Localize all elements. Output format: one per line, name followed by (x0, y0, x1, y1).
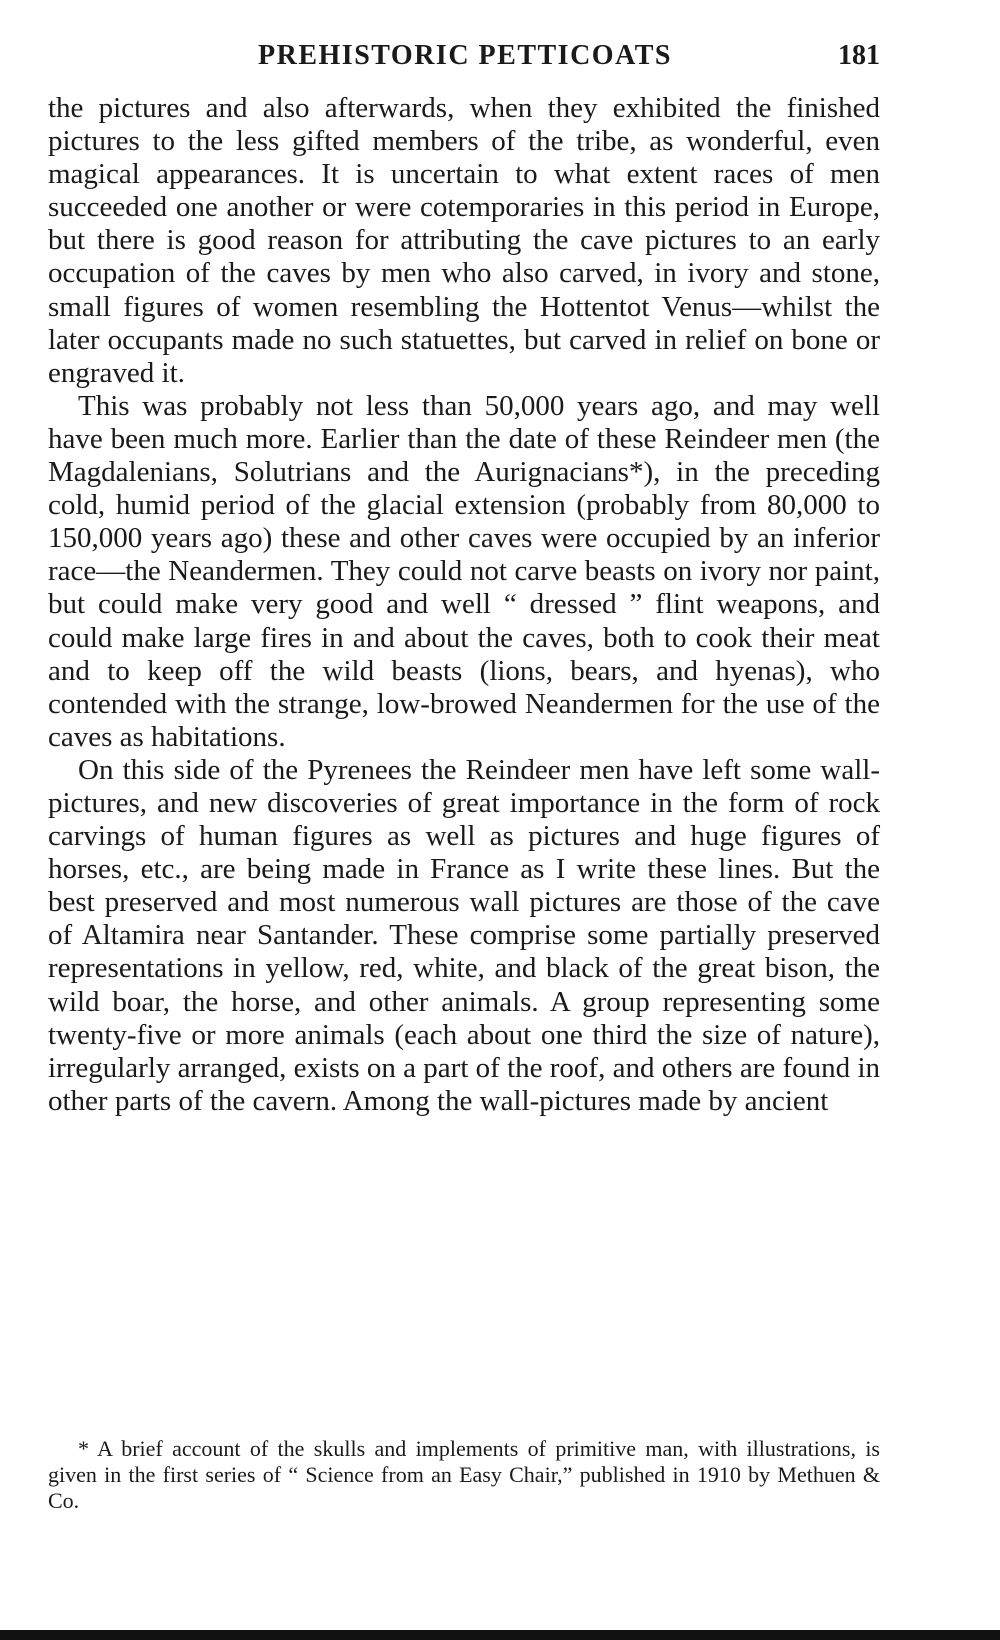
paragraph: On this side of the Pyrenees the Reindeer men have left some wall-pictures, and new discoveries of great importance in the form of rock carvings of human figures as well as pictures and huge figures of horses, etc., are being made in France as I write these lines. But the best preserved and most numerous wall pictures are those of the cave of Altamira near Santander. These comprise some partially preserved representations in yellow, red, white, and black of the great bison, the wild boar, the horse, and other animals. A group representing some twenty-five or more animals (each about one third the size of nature), irregularly arranged, exists on a part of the roof, and others are found in other parts of the cavern. Among the wall-pictures made by ancient (48, 753, 880, 1117)
running-title: PREHISTORIC PETTICOATS (258, 40, 672, 71)
footnote (48, 1436, 880, 1514)
page-number: 181 (838, 40, 880, 71)
body-text (48, 92, 880, 1118)
paragraph: This was probably not less than 50,000 years ago, and may well have been much more. Earlier than the date of these Reindeer men (the Magdalenians, Solutrians and the Aurignacians*), in the preceding cold, humid period of the glacial extension (probably from 80,000 to 150,000 years ago) these and other caves were occupied by an inferior race—the Neandermen. They could not carve beasts on ivory nor paint, but could make very good and well “ dressed ” flint weapons, and could make large fires in and about the caves, both to cook their meat and to keep off the wild beasts (lions, bears, and hyenas), who contended with the strange, low-browed Neandermen for the use of the caves as habitations. (48, 389, 880, 753)
page-bottom-edge (0, 1630, 1000, 1640)
page-header (50, 40, 880, 80)
paragraph-continued: the pictures and also afterwards, when they exhibited the finished pictures to the less gifted members of the tribe, as wonderful, even magical appearances. It is uncertain to what extent races of men succeeded one another or were cotemporaries in this period in Europe, but there is good reason for attributing the cave pictures to an early occupation of the caves by men who also carved, in ivory and stone, small figures of women resembling the Hottentot Venus—whilst the later occupants made no such statuettes, but carved in relief on bone or engraved it. (48, 92, 880, 389)
footnote-text: * A brief account of the skulls and implements of primitive man, with illustrations, is given in the first series of “ Science from an Easy Chair,” published in 1910 by Methuen & Co. (48, 1436, 880, 1513)
